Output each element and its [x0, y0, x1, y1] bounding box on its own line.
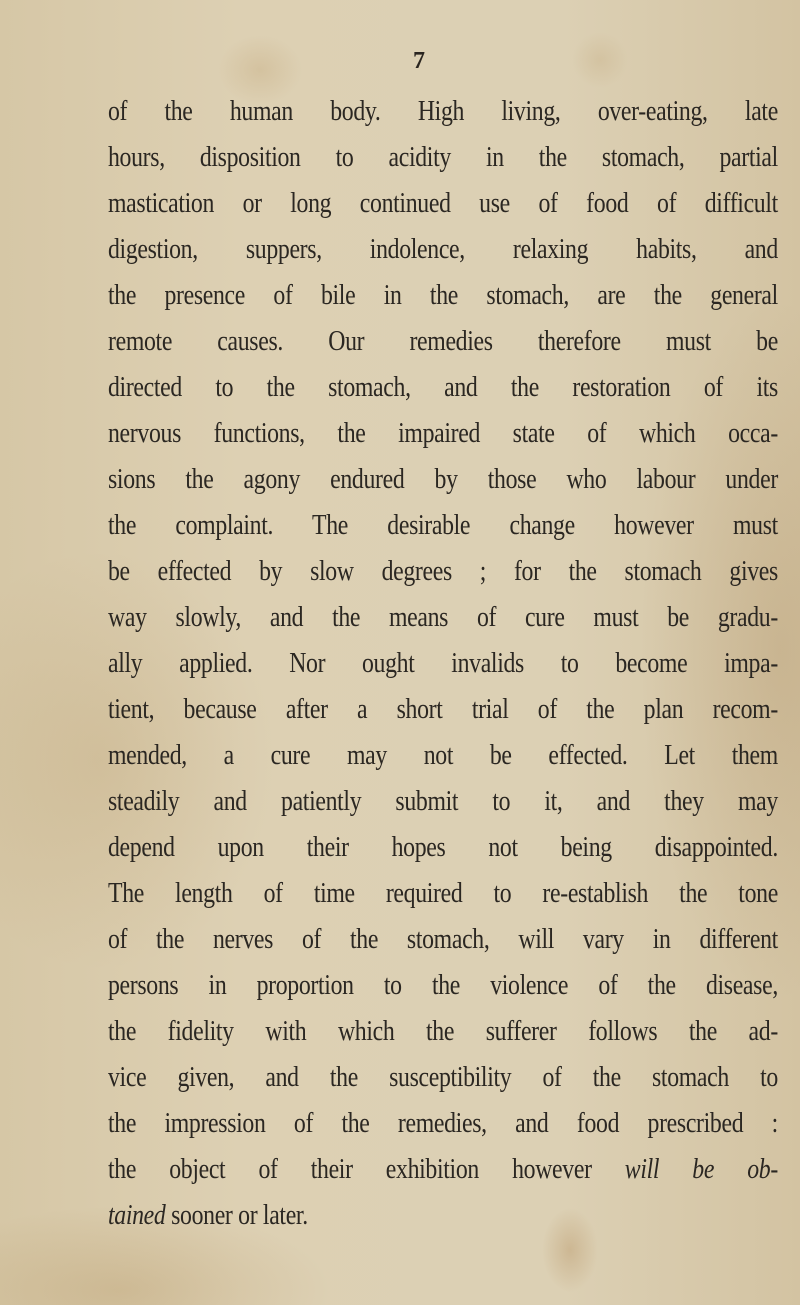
text-line: depend upon their hopes not being disappointed. [108, 831, 778, 863]
body-paragraph [108, 88, 778, 1238]
text-line: mastication or long continued use of food of difficult [108, 187, 778, 219]
text-line-final [108, 1192, 778, 1238]
text-line: steadily and patiently submit to it, and they may [108, 785, 778, 817]
text-line: hours, disposition to acidity in the stomach, partial [108, 141, 778, 173]
text-line [108, 1146, 778, 1192]
page-number: 7 [413, 48, 425, 74]
text-line: remote causes. Our remedies therefore must be [108, 325, 778, 357]
text-italic: tained [108, 1199, 166, 1231]
text-line: tient, because after a short trial of the plan recom- [108, 693, 778, 725]
text-line: of the nerves of the stomach, will vary in different [108, 923, 778, 955]
text-roman: sooner or later. [165, 1199, 308, 1231]
text-line: of the human body. High living, over-eating, late [108, 95, 778, 127]
text-line: ally applied. Nor ought invalids to become impa- [108, 647, 778, 679]
text-italic: will be ob- [624, 1153, 778, 1185]
text-line: the presence of bile in the stomach, are the general [108, 279, 778, 311]
text-line: way slowly, and the means of cure must be gradu- [108, 601, 778, 633]
text-line: persons in proportion to the violence of the disease, [108, 969, 778, 1001]
text-line: the impression of the remedies, and food prescribed : [108, 1107, 778, 1139]
text-line: the fidelity with which the sufferer follows the ad- [108, 1015, 778, 1047]
text-line: vice given, and the susceptibility of the stomach to [108, 1061, 778, 1093]
text-line: sions the agony endured by those who labour under [108, 463, 778, 495]
text-line: digestion, suppers, indolence, relaxing habits, and [108, 233, 778, 265]
text-line: be effected by slow degrees ; for the stomach gives [108, 555, 778, 587]
text-line: directed to the stomach, and the restoration of its [108, 371, 778, 403]
text-line: nervous functions, the impaired state of which occa- [108, 417, 778, 449]
text-line: The length of time required to re-establish the tone [108, 877, 778, 909]
text-line: mended, a cure may not be effected. Let them [108, 739, 778, 771]
text-roman: the object of their exhibition however [108, 1153, 625, 1185]
text-line: the complaint. The desirable change however must [108, 509, 778, 541]
